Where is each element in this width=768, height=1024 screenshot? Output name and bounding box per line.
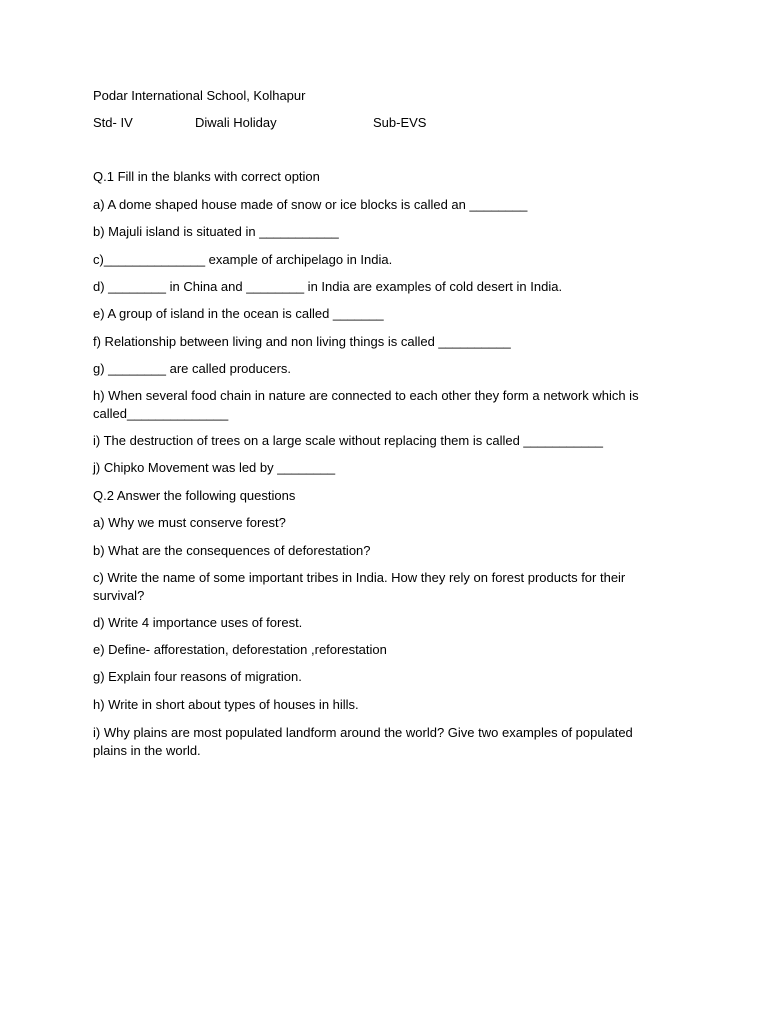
q1-item-j: j) Chipko Movement was led by ________ [93,460,336,475]
q2-title: Q.2 Answer the following questions [93,488,296,503]
q1-item-g: g) ________ are called producers. [93,361,292,376]
q1-item-f: f) Relationship between living and non living things is called __________ [93,334,511,349]
standard-label: Std- IV [93,115,133,130]
q2-item-e: e) Define- afforestation, deforestation ,reforestation [93,642,387,657]
q2-item-a: a) Why we must conserve forest? [93,515,286,530]
q1-title: Q.1 Fill in the blanks with correct option [93,169,320,184]
q1-item-h: h) When several food chain in nature are connected to each other they form a network which is called______________ [93,388,639,421]
q1-item-e: e) A group of island in the ocean is called _______ [93,306,384,321]
q2-item-h: h) Write in short about types of houses in hills. [93,697,359,712]
q1-item-c: c)______________ example of archipelago in India. [93,252,393,267]
q1-item-d: d) ________ in China and ________ in India are examples of cold desert in India. [93,279,563,294]
holiday-label: Diwali Holiday [195,115,277,130]
school-name: Podar International School, Kolhapur [93,88,306,103]
q2-item-g: g) Explain four reasons of migration. [93,669,302,684]
subject-label: Sub-EVS [373,115,427,130]
q2-item-i: i) Why plains are most populated landform around the world? Give two examples of populated plains in the world. [93,725,633,758]
q2-item-b: b) What are the consequences of deforestation? [93,543,371,558]
q1-item-b: b) Majuli island is situated in ___________ [93,224,339,239]
q2-item-d: d) Write 4 importance uses of forest. [93,615,303,630]
header-info-row [93,114,673,132]
q2-item-c: c) Write the name of some important tribes in India. How they rely on forest products for their survival? [93,570,626,603]
q1-item-a: a) A dome shaped house made of snow or ice blocks is called an ________ [93,197,528,212]
q1-item-i: i) The destruction of trees on a large scale without replacing them is called ___________ [93,433,603,448]
